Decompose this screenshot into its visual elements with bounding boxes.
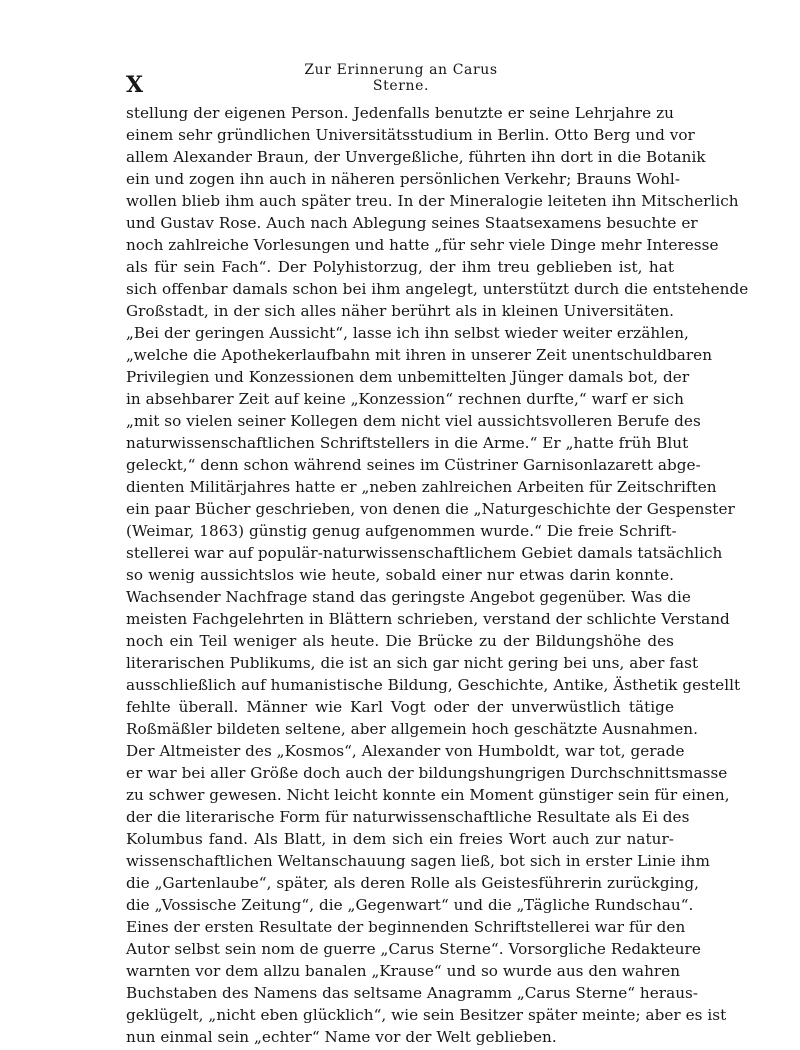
text-line: (Weimar, 1863) günstig genug aufgenommen wurde.“ Die freie Schrift- [126, 522, 677, 540]
text-line: Buchstaben des Namens das seltsame Anagramm „Carus Sterne“ heraus- [126, 984, 699, 1002]
text-line: naturwissenschaftlichen Schriftstellers in die Arme.“ Er „hatte früh Blut [126, 434, 689, 452]
text-line: geklügelt, „nicht eben glücklich“, wie sein Besitzer später meinte; aber es ist [126, 1006, 727, 1024]
running-head: Zur Erinnerung an Carus Sterne. [304, 62, 498, 94]
text-line: „mit so vielen seiner Kollegen dem nicht viel aussichtsvolleren Berufe des [126, 412, 701, 430]
text-line: und Gustav Rose. Auch nach Ablegung seines Staatsexamens besuchte er [126, 214, 698, 232]
text-line: dienten Militärjahres hatte er „neben zahlreichen Arbeiten für Zeitschriften [126, 478, 717, 496]
text-line: „welche die Apothekerlaufbahn mit ihren in unserer Zeit unentschuldbaren [126, 346, 713, 364]
text-line: literarischen Publikums, die ist an sich gar nicht gering bei uns, aber fast [126, 654, 699, 672]
text-line: noch ein Teil weniger als heute. Die Brücke zu der Bildungshöhe des [126, 632, 674, 650]
text-line: als für sein Fach“. Der Polyhistorzug, der ihm treu geblieben ist, hat [126, 258, 674, 276]
text-line: „Bei der geringen Aussicht“, lasse ich ihn selbst wieder weiter erzählen, [126, 324, 689, 342]
text-line: er war bei aller Größe doch auch der bildungshungrigen Durchschnittsmasse [126, 764, 728, 782]
text-line: sich offenbar damals schon bei ihm angelegt, unterstützt durch die entstehende [126, 280, 749, 298]
text-line: die „Vossische Zeitung“, die „Gegenwart“ und die „Tägliche Rundschau“. [126, 896, 694, 914]
text-line: einem sehr gründlichen Universitätsstudium in Berlin. Otto Berg und vor [126, 126, 695, 144]
text-line: so wenig aussichtslos wie heute, sobald einer nur etwas darin konnte. [126, 566, 674, 584]
text-line: nun einmal sein „echter“ Name vor der Welt geblieben. [126, 1028, 557, 1046]
text-line: fehlte überall. Männer wie Karl Vogt oder der unverwüstlich tätige [126, 698, 674, 716]
text-line: Privilegien und Konzessionen dem unbemittelten Jünger damals bot, der [126, 368, 690, 386]
text-line: Der Altmeister des „Kosmos“, Alexander von Humboldt, war tot, gerade [126, 742, 685, 760]
text-line: der die literarische Form für naturwissenschaftliche Resultate als Ei des [126, 808, 690, 826]
page-number: X [126, 72, 145, 98]
text-line: meisten Fachgelehrten in Blättern schrieben, verstand der schlichte Verstand [126, 610, 730, 628]
text-line: ein paar Bücher geschrieben, von denen die „Naturgeschichte der Gespenster [126, 500, 735, 518]
text-line: ausschließlich auf humanistische Bildung, Geschichte, Antike, Ästhetik gestellt [126, 676, 741, 694]
text-line: Autor selbst sein nom de guerre „Carus Sterne“. Vorsorgliche Redakteure [126, 940, 701, 958]
text-line: stellung der eigenen Person. Jedenfalls benutzte er seine Lehrjahre zu [126, 104, 674, 122]
text-line: in absehbarer Zeit auf keine „Konzession“ rechnen durfte,“ warf er sich [126, 390, 684, 408]
text-line: die „Gartenlaube“, später, als deren Rolle als Geistesführerin zurückging, [126, 874, 700, 892]
text-line: Kolumbus fand. Als Blatt, in dem sich ein freies Wort auch zur natur- [126, 830, 674, 848]
text-line: Eines der ersten Resultate der beginnenden Schriftstellerei war für den [126, 918, 686, 936]
text-line: geleckt,“ denn schon während seines im Cüstriner Garnisonlazarett abge- [126, 456, 701, 474]
text-line: ein und zogen ihn auch in näheren persönlichen Verkehr; Brauns Wohl- [126, 170, 680, 188]
text-line: warnten vor dem allzu banalen „Krause“ und so wurde aus den wahren [126, 962, 681, 980]
text-line: stellerei war auf populär-naturwissenschaftlichem Gebiet damals tatsächlich [126, 544, 723, 562]
text-line: zu schwer gewesen. Nicht leicht konnte ein Moment günstiger sein für einen, [126, 786, 730, 804]
text-line: wollen blieb ihm auch später treu. In der Mineralogie leiteten ihn Mitscherlich [126, 192, 739, 210]
body-text [126, 102, 749, 1048]
text-line: noch zahlreiche Vorlesungen und hatte „für sehr viele Dinge mehr Interesse [126, 236, 719, 254]
text-line: wissenschaftlichen Weltanschauung sagen ließ, bot sich in erster Linie ihm [126, 852, 710, 870]
text-line: Großstadt, in der sich alles näher berührt als in kleinen Universitäten. [126, 302, 674, 320]
text-line: Roßmäßler bildeten seltene, aber allgemein hoch geschätzte Ausnahmen. [126, 720, 698, 738]
text-line: allem Alexander Braun, der Unvergeßliche, führten ihn dort in die Botanik [126, 148, 706, 166]
text-line: Wachsender Nachfrage stand das geringste Angebot gegenüber. Was die [126, 588, 691, 606]
